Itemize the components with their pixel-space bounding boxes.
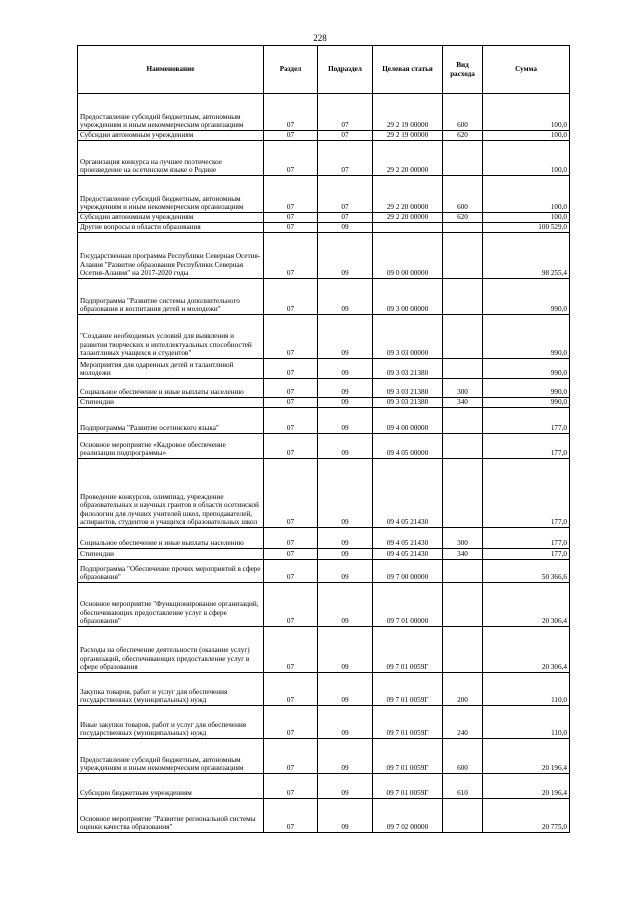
row-razdel: 07 [264,398,318,408]
row-name: Основное мероприятие "Развитие региональной системы оценки качества образования" [78,799,264,833]
table-row [78,549,570,560]
row-podrazdel: 09 [318,673,373,706]
row-name: Субсидии автономным учреждениям [78,213,264,223]
row-name: Подпрограмма "Обеспечение прочих мероприятий в сфере образования" [78,560,264,583]
table-header-row [78,46,570,94]
table-row [78,176,570,213]
row-name: Подпрограмма "Развитие системы дополнительного образования и воспитания детей и молодежи" [78,279,264,315]
row-razdel: 07 [264,408,318,434]
row-sum: 990,0 [483,315,570,359]
column-header-name: Наименование [78,46,264,94]
row-podrazdel: 09 [318,774,373,799]
row-sum: 20 196,4 [483,774,570,799]
row-sum: 100,0 [483,131,570,141]
row-name: Стипендии [78,398,264,408]
table-row [78,94,570,131]
row-sum: 20 196,4 [483,739,570,774]
table-row [78,233,570,279]
row-razdel: 07 [264,774,318,799]
row-podrazdel: 09 [318,359,373,379]
row-podrazdel: 09 [318,528,373,549]
row-podrazdel: 09 [318,627,373,673]
table-row [78,799,570,833]
row-podrazdel: 09 [318,279,373,315]
table-row [78,379,570,398]
row-name: Подпрограмма "Развитие осетинского языка" [78,408,264,434]
row-name: Социальное обеспечение и иные выплаты населению [78,379,264,398]
table-row [78,706,570,739]
table-row [78,279,570,315]
row-razdel: 07 [264,627,318,673]
row-name: Стипендии [78,549,264,560]
row-podrazdel: 09 [318,379,373,398]
row-target-article: 09 3 03 21380 [373,379,443,398]
row-sum: 990,0 [483,379,570,398]
row-target-article: 29 2 19 00000 [373,94,443,131]
row-target-article: 09 7 01 0059Г [373,673,443,706]
row-podrazdel: 07 [318,141,373,176]
row-expense-type [443,141,483,176]
row-name: Расходы на обеспечение деятельности (оказание услуг) организаций, обеспечивающих предоставление услуг в сфере образования [78,627,264,673]
row-target-article: 09 7 02 00000 [373,799,443,833]
row-expense-type [443,315,483,359]
column-header-expense-type: Вид расхода [443,46,483,94]
row-razdel: 07 [264,673,318,706]
row-sum: 100,0 [483,213,570,223]
row-razdel: 07 [264,379,318,398]
row-sum: 20 775,0 [483,799,570,833]
row-name: Субсидии автономным учреждениям [78,131,264,141]
row-target-article: 29 2 20 00000 [373,141,443,176]
row-expense-type [443,223,483,233]
row-razdel: 07 [264,233,318,279]
row-sum: 110,0 [483,706,570,739]
table-row [78,359,570,379]
row-name: Закупка товаров, работ и услуг для обеспечения государственных (муниципальных) нужд [78,673,264,706]
table-row [78,315,570,359]
row-podrazdel: 07 [318,94,373,131]
row-target-article: 09 7 01 0059Г [373,739,443,774]
row-razdel: 07 [264,706,318,739]
row-expense-type [443,459,483,528]
row-expense-type [443,583,483,627]
row-expense-type: 340 [443,398,483,408]
row-target-article: 09 3 03 00000 [373,315,443,359]
row-expense-type [443,560,483,583]
table-row [78,627,570,673]
row-sum: 177,0 [483,528,570,549]
row-expense-type [443,434,483,459]
row-razdel: 07 [264,359,318,379]
row-expense-type [443,627,483,673]
row-target-article: 29 2 19 00000 [373,131,443,141]
row-expense-type: 610 [443,774,483,799]
row-target-article: 09 4 05 00000 [373,434,443,459]
row-podrazdel: 09 [318,223,373,233]
row-name: Мероприятия для одаренных детей и талантливой молодежи [78,359,264,379]
table-row [78,213,570,223]
row-name: Другие вопросы в области образования [78,223,264,233]
row-podrazdel: 09 [318,315,373,359]
row-podrazdel: 07 [318,213,373,223]
row-sum: 990,0 [483,359,570,379]
row-sum: 20 306,4 [483,627,570,673]
row-sum: 100,0 [483,176,570,213]
row-razdel: 07 [264,549,318,560]
table-row [78,131,570,141]
table-row [78,398,570,408]
row-name: Предоставление субсидий бюджетным, автономным учреждениям и иным некоммерческим организациям [78,94,264,131]
row-target-article: 09 3 03 21380 [373,398,443,408]
row-expense-type: 340 [443,549,483,560]
row-name: Проведение конкурсов, олимпиад, учреждение образовательных и научных грантов в области осетинской филологии для лучших учителей школ, преподавателей, аспирантов, студентов и учащихся образовательных школ [78,459,264,528]
row-razdel: 07 [264,141,318,176]
row-name: Основное мероприятие «Кадровое обеспечение реализации подпрограммы» [78,434,264,459]
row-razdel: 07 [264,176,318,213]
row-razdel: 07 [264,560,318,583]
table-row [78,223,570,233]
row-name: Предоставление субсидий бюджетным, автономным учреждениям и иным некоммерческим организациям [78,739,264,774]
row-target-article: 09 4 05 21430 [373,459,443,528]
table-row [78,774,570,799]
row-razdel: 07 [264,799,318,833]
table-row [78,434,570,459]
row-target-article: 09 3 03 21380 [373,359,443,379]
row-name: Основное мероприятие "Функционирование организаций, обеспечивающих предоставление услуг в сфере образования" [78,583,264,627]
row-razdel: 07 [264,315,318,359]
row-expense-type: 600 [443,176,483,213]
row-name: Предоставление субсидий бюджетным, автономным учреждениям и иным некоммерческим организациям [78,176,264,213]
row-target-article: 09 3 00 00000 [373,279,443,315]
row-expense-type [443,359,483,379]
column-header-sum: Сумма [483,46,570,94]
table-row [78,408,570,434]
row-sum: 98 255,4 [483,233,570,279]
row-name: Государственная программа Республики Северная Осетия-Алания "Развитие образования Республики Северная Осетия-Алания" на 2017-2020 годы [78,233,264,279]
row-name: Организация конкурса на лучшее поэтическое произведение на осетинском языке о Родине [78,141,264,176]
row-razdel: 07 [264,739,318,774]
row-sum: 100 529,0 [483,223,570,233]
row-sum: 20 306,4 [483,583,570,627]
table-row [78,141,570,176]
row-target-article: 09 4 00 00000 [373,408,443,434]
row-podrazdel: 07 [318,131,373,141]
table-row [78,739,570,774]
row-razdel: 07 [264,223,318,233]
row-razdel: 07 [264,213,318,223]
row-expense-type: 300 [443,379,483,398]
row-razdel: 07 [264,131,318,141]
table-row [78,673,570,706]
row-name: Социальное обеспечение и иные выплаты населению [78,528,264,549]
row-podrazdel: 07 [318,176,373,213]
row-expense-type: 620 [443,213,483,223]
row-name: Субсидии бюджетным учреждениям [78,774,264,799]
row-sum: 100,0 [483,94,570,131]
row-expense-type [443,279,483,315]
row-sum: 177,0 [483,434,570,459]
row-podrazdel: 09 [318,549,373,560]
row-expense-type [443,233,483,279]
row-podrazdel: 09 [318,408,373,434]
row-podrazdel: 09 [318,434,373,459]
row-expense-type: 300 [443,528,483,549]
budget-table [77,45,570,833]
row-name: "Создание необходимых условий для выявления и развития творческих и интеллектуальных способностей талантливых учащихся и студентов" [78,315,264,359]
row-expense-type: 240 [443,706,483,739]
row-target-article: 09 0 00 00000 [373,233,443,279]
row-sum: 177,0 [483,459,570,528]
table-row [78,583,570,627]
table-row [78,560,570,583]
row-target-article: 09 7 01 00000 [373,583,443,627]
row-target-article: 09 7 01 0059Г [373,627,443,673]
row-podrazdel: 09 [318,706,373,739]
row-expense-type: 600 [443,739,483,774]
row-podrazdel: 09 [318,398,373,408]
row-sum: 990,0 [483,279,570,315]
row-sum: 177,0 [483,549,570,560]
row-sum: 100,0 [483,141,570,176]
row-sum: 177,0 [483,408,570,434]
row-podrazdel: 09 [318,799,373,833]
row-sum: 50 366,6 [483,560,570,583]
row-target-article [373,223,443,233]
row-expense-type: 620 [443,131,483,141]
row-target-article: 09 4 05 21430 [373,549,443,560]
row-target-article: 29 2 20 00000 [373,176,443,213]
row-podrazdel: 09 [318,560,373,583]
row-razdel: 07 [264,434,318,459]
row-podrazdel: 09 [318,583,373,627]
row-podrazdel: 09 [318,459,373,528]
column-header-podrazdel: Подраздел [318,46,373,94]
row-expense-type: 600 [443,94,483,131]
row-target-article: 29 2 20 00000 [373,213,443,223]
row-razdel: 07 [264,528,318,549]
table-row [78,459,570,528]
row-target-article: 09 7 00 00000 [373,560,443,583]
table-body [78,94,570,833]
row-target-article: 09 7 01 0059Г [373,706,443,739]
row-name: Иные закупки товаров, работ и услуг для обеспечения государственных (муниципальных) нужд [78,706,264,739]
page-number: 228 [313,33,327,43]
column-header-target-article: Целевая статья [373,46,443,94]
row-razdel: 07 [264,94,318,131]
row-podrazdel: 09 [318,233,373,279]
row-expense-type: 200 [443,673,483,706]
row-podrazdel: 09 [318,739,373,774]
row-expense-type [443,408,483,434]
row-razdel: 07 [264,583,318,627]
row-expense-type [443,799,483,833]
row-target-article: 09 4 05 21430 [373,528,443,549]
row-sum: 110,0 [483,673,570,706]
table-row [78,528,570,549]
row-sum: 990,0 [483,398,570,408]
row-target-article: 09 7 01 0059Г [373,774,443,799]
column-header-razdel: Раздел [264,46,318,94]
row-razdel: 07 [264,459,318,528]
row-razdel: 07 [264,279,318,315]
